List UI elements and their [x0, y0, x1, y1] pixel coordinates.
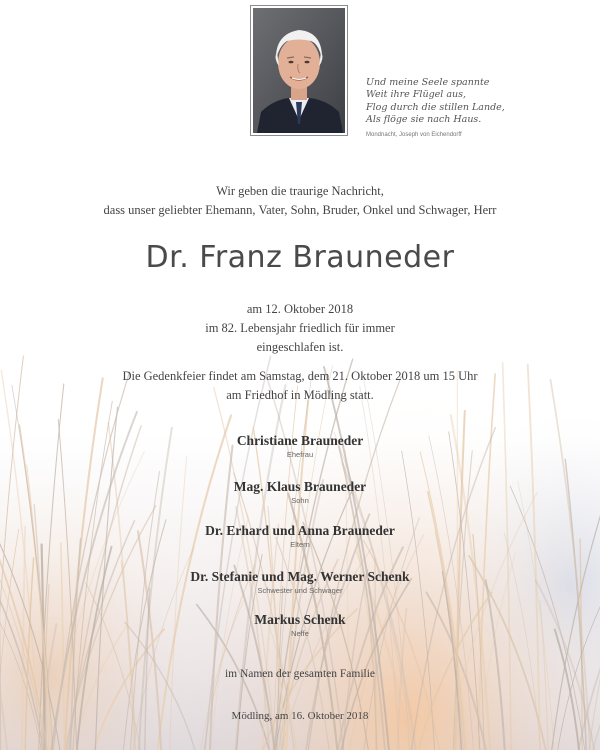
poem-quote — [366, 77, 546, 141]
family-signature: im Namen der gesamten Familie — [224, 668, 376, 680]
mourner-relation: Ehefrau — [286, 450, 314, 459]
service-line-2: am Friedhof in Mödling statt. — [226, 388, 374, 402]
place-and-date: Mödling, am 16. Oktober 2018 — [231, 710, 369, 722]
mourner-name: Markus Schenk — [254, 612, 346, 627]
mourner-relation: Schwester und Schwager — [257, 586, 343, 595]
mourner-name: Mag. Klaus Brauneder — [233, 479, 367, 494]
intro-line-2: dass unser geliebter Ehemann, Vater, Sohn, Bruder, Onkel und Schwager, Herr — [103, 203, 497, 217]
death-details — [0, 300, 600, 357]
death-phrase: eingeschlafen ist. — [256, 340, 344, 354]
death-age: im 82. Lebensjahr friedlich für immer — [205, 321, 395, 335]
mourner-name: Dr. Erhard und Anna Brauneder — [205, 523, 395, 538]
mourner-relation: Neffe — [291, 629, 309, 638]
announcement-intro — [0, 182, 600, 220]
poem-citation: Mondnacht, Joseph von Eichendorff — [366, 132, 462, 139]
mourner-name: Dr. Stefanie und Mag. Werner Schenk — [190, 569, 410, 584]
mourner-relation: Sohn — [291, 496, 309, 505]
deceased-name: Dr. Franz Brauneder — [145, 240, 455, 275]
mourner-name: Christiane Brauneder — [236, 433, 364, 448]
intro-line-1: Wir geben die traurige Nachricht, — [216, 184, 384, 198]
portrait-image — [253, 8, 345, 133]
mourner-entry — [0, 433, 600, 460]
poem-line: Weit ihre Flügel aus, — [366, 89, 467, 101]
memorial-service — [0, 367, 600, 405]
mourner-relation: Eltern — [290, 540, 310, 549]
mourner-entry — [0, 523, 600, 550]
poem-line: Flog durch die stillen Lande, — [366, 101, 505, 113]
service-line-1: Die Gedenkfeier findet am Samstag, dem 21. Oktober 2018 um 15 Uhr — [122, 369, 478, 383]
mourner-entry — [0, 479, 600, 506]
mourner-entry — [0, 612, 600, 639]
portrait-photo — [250, 5, 348, 136]
mourner-entry — [0, 569, 600, 596]
poem-line: Und meine Seele spannte — [366, 77, 490, 88]
death-date: am 12. Oktober 2018 — [246, 302, 354, 316]
poem-line: Als flöge sie nach Haus. — [366, 113, 482, 125]
